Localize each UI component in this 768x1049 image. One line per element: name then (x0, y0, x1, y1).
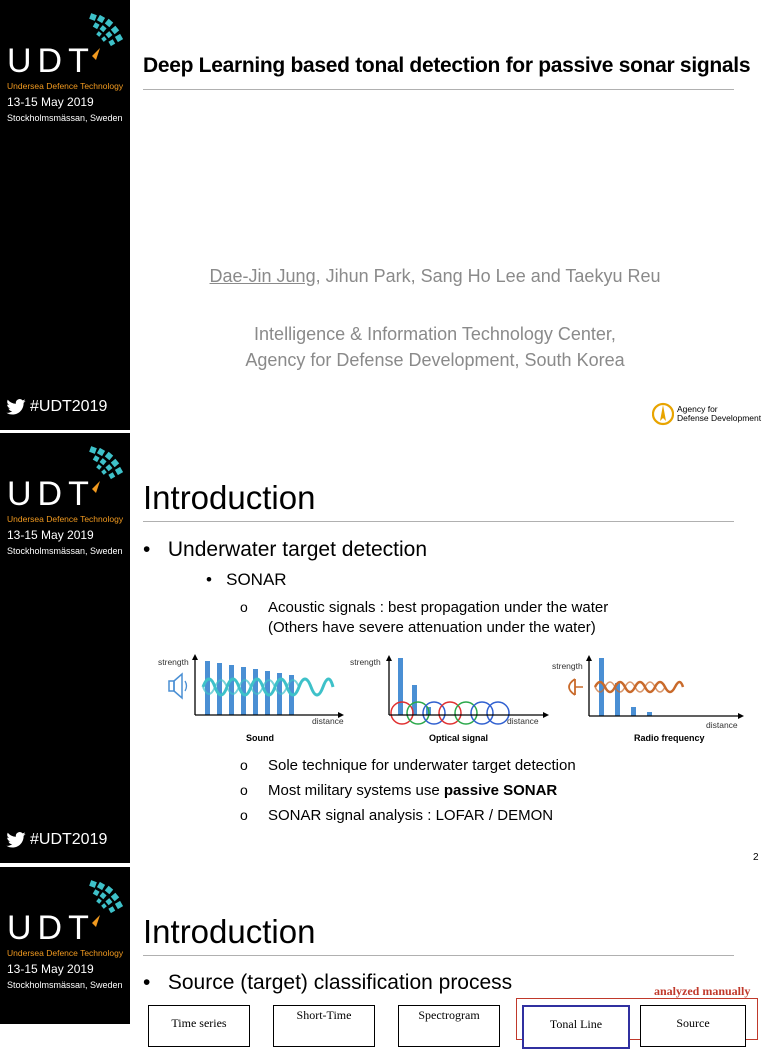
affiliation-line-1: Intelligence & Information Technology Center, (254, 324, 616, 344)
bullet-classification-process: • Source (target) classification process (143, 971, 513, 994)
sub-bullet-sole-technique: o Sole technique for underwater target detection (240, 757, 576, 774)
sound-axis-distance: distance (312, 716, 344, 726)
conference-dates: 13-15 May 2019 (7, 528, 94, 542)
optical-axis-strength: strength (350, 657, 381, 667)
conference-subtitle: Undersea Defence Technology (7, 514, 124, 524)
agency-logo-line-1: Agency for (677, 404, 718, 415)
title-rule (143, 89, 734, 90)
sub-bullet-passive-sonar: o Most military systems use passive SONAR (240, 782, 558, 799)
speaker-icon (169, 674, 187, 698)
radio-propagation-diagram (555, 655, 745, 745)
sub-bullet-acoustic-cont: (Others have severe attenuation under the water) (268, 619, 596, 636)
conference-sidebar (0, 867, 130, 1024)
hashtag (6, 398, 107, 416)
conference-sidebar (0, 433, 130, 863)
sub-bullet-lofar-demon: o SONAR signal analysis : LOFAR / DEMON (240, 807, 554, 824)
agency-logo-line-2: Defense Development (677, 413, 762, 423)
optical-propagation-diagram (380, 655, 550, 745)
affiliation-line-2: Agency for Defense Development, South Korea (245, 350, 625, 370)
hashtag-text: #UDT2019 (30, 398, 108, 415)
flow-box-spectrogram: Spectrogram (398, 1005, 500, 1047)
conference-dates: 13-15 May 2019 (7, 95, 94, 109)
analyzed-manually-label: analyzed manually (654, 984, 751, 998)
flow-box-short-time: Short-Time (273, 1005, 375, 1047)
label-sound: Sound (246, 733, 274, 743)
udt-wordmark: UDT (7, 475, 95, 513)
hashtag (6, 831, 107, 849)
coauthors: , Jihun Park, Sang Ho Lee and Taekyu Reu (315, 266, 661, 286)
conference-venue: Stockholmsmässan, Sweden (7, 546, 123, 556)
radio-axis-distance: distance (706, 720, 738, 730)
slide-title: Deep Learning based tonal detection for passive sonar signals (143, 54, 751, 77)
udt-wordmark: UDT (7, 909, 95, 947)
slide-heading: Introduction (143, 913, 316, 950)
flow-box-source: Source (640, 1005, 746, 1047)
slide-1 (0, 0, 768, 430)
udt-wordmark: UDT (7, 42, 95, 80)
slide-2 (0, 433, 768, 863)
slide-heading: Introduction (143, 479, 316, 516)
authors-line (143, 266, 727, 287)
conference-venue: Stockholmsmässan, Sweden (7, 113, 123, 123)
agency-logo (652, 402, 761, 426)
bullet-underwater-detection: • Underwater target detection (143, 538, 428, 561)
flow-box-tonal-line: Tonal Line (522, 1005, 630, 1049)
conference-venue: Stockholmsmässan, Sweden (7, 980, 123, 990)
hashtag-text: #UDT2019 (30, 831, 108, 848)
label-optical: Optical signal (429, 733, 489, 743)
conference-dates: 13-15 May 2019 (7, 962, 94, 976)
optical-axis-distance: distance (507, 716, 539, 726)
conference-subtitle: Undersea Defence Technology (7, 81, 124, 91)
heading-rule (143, 955, 734, 956)
heading-rule (143, 521, 734, 522)
bullet-sonar: • SONAR (206, 570, 287, 589)
agency-emblem-icon (652, 402, 674, 426)
flow-box-time-series: Time series (148, 1005, 250, 1047)
radio-antenna-icon (569, 679, 583, 695)
twitter-bird-icon (6, 399, 26, 415)
sound-axis-strength: strength (158, 657, 189, 667)
page-number: 2 (753, 852, 759, 863)
sub-bullet-acoustic: o Acoustic signals : best propagation under the water (240, 599, 609, 616)
presenter-name: Dae-Jin Jung (209, 266, 316, 286)
conference-subtitle: Undersea Defence Technology (7, 948, 124, 958)
label-radio: Radio frequency (634, 733, 705, 743)
conference-sidebar (0, 0, 130, 430)
radio-axis-strength: strength (552, 661, 583, 671)
twitter-bird-icon (6, 832, 26, 848)
